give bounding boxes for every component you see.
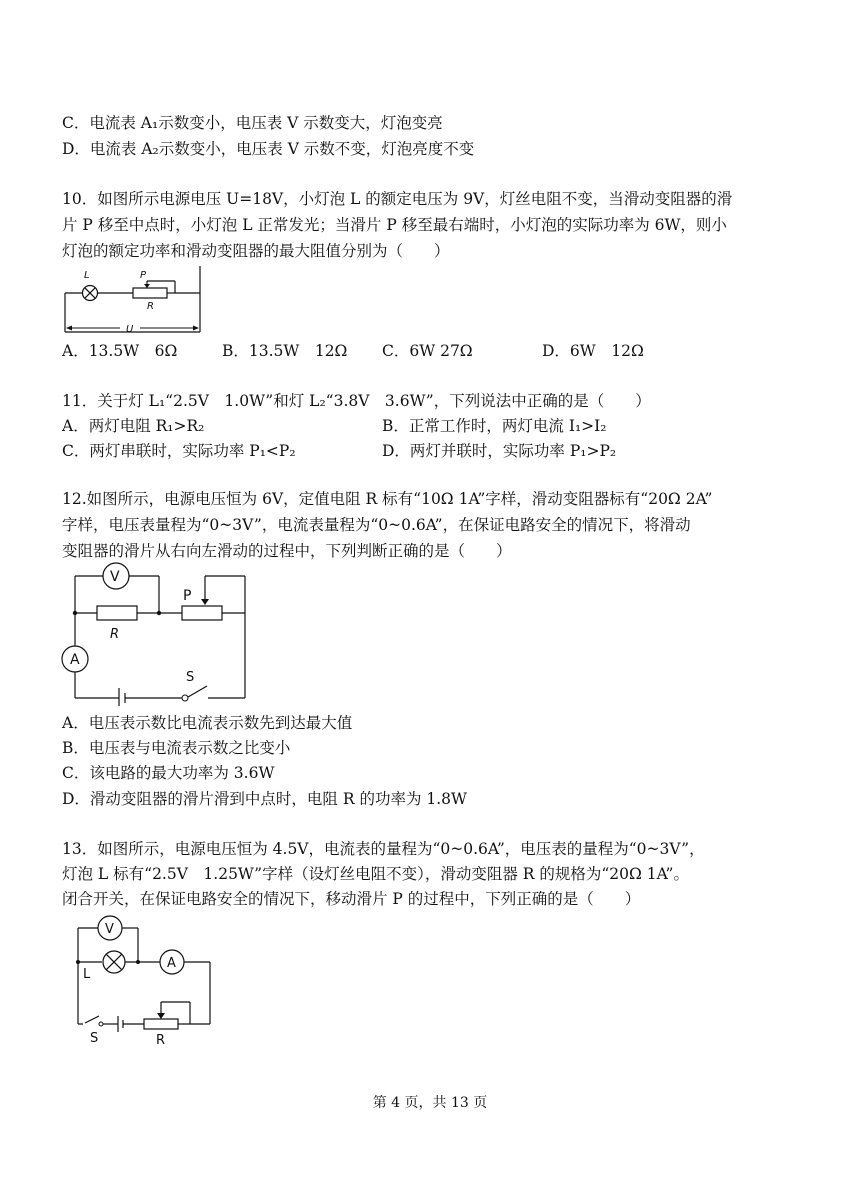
q11-option-b: B．正常工作时，两灯电流 I₁>I₂ — [382, 417, 607, 435]
q11-option-a: A．两灯电阻 R₁>R₂ — [62, 417, 205, 435]
q13-circuit-diagram — [68, 912, 220, 1046]
q10-voltage-label: U — [126, 324, 134, 335]
q12-circuit-diagram — [55, 562, 255, 706]
q10-stem-line1: 10．如图所示电源电压 U=18V，小灯泡 L 的额定电压为 9V，灯丝电阻不变，当滑动变阻器的滑 — [62, 190, 733, 208]
q13-stem-line1: 13．如图所示，电源电压恒为 4.5V，电流表的量程为“0~0.6A”，电压表的量程为“0~3V”， — [62, 840, 705, 858]
q12-resistor-label: R — [110, 627, 120, 642]
q12-switch-label: S — [186, 670, 195, 685]
q13-ammeter-symbol: A — [167, 956, 176, 971]
page-footer: 第 4 页，共 13 页 — [372, 1095, 488, 1111]
q9-option-c: C．电流表 A₁示数变小，电压表 V 示数变大，灯泡变亮 — [62, 114, 443, 132]
q10-stem-line3: 灯泡的额定功率和滑动变阻器的最大阻值分别为（ ） — [62, 242, 450, 260]
q10-resistor-label: R — [147, 301, 154, 312]
q12-option-c: C．该电路的最大功率为 3.6W — [62, 764, 275, 782]
q12-stem-line2: 字样，电压表量程为“0~3V”，电流表量程为“0~0.6A”，在保证电路安全的情况下，将滑动 — [62, 516, 691, 534]
q13-stem-line3: 闭合开关，在保证电路安全的情况下，移动滑片 P 的过程中，下列正确的是（ ） — [62, 890, 641, 908]
q13-lamp-label: L — [83, 967, 91, 982]
q10-option-c: C．6W 27Ω — [382, 342, 473, 360]
q11-option-d: D．两灯并联时，实际功率 P₁>P₂ — [382, 442, 617, 460]
q13-voltmeter-symbol: V — [105, 922, 114, 937]
q10-lamp-label: L — [84, 270, 90, 281]
q12-stem-line1: 12.如图所示，电源电压恒为 6V，定值电阻 R 标有“10Ω 1A”字样，滑动变阻器标有“20Ω 2A” — [62, 490, 713, 508]
q10-slider-label: P — [140, 270, 147, 281]
q10-circuit-diagram — [60, 266, 210, 341]
q13-stem-line2: 灯泡 L 标有“2.5V 1.25W”字样（设灯丝电阻不变），滑动变阻器 R 的规格为“20Ω 1A”。 — [62, 865, 689, 883]
q9-option-d: D．电流表 A₂示数变小，电压表 V 示数不变，灯泡亮度不变 — [62, 140, 475, 158]
q12-option-a: A．电压表示数比电流表示数先到达最大值 — [62, 714, 353, 732]
q13-resistor-label: R — [156, 1033, 166, 1046]
q10-option-d: D．6W 12Ω — [542, 342, 644, 360]
q12-option-b: B．电压表与电流表示数之比变小 — [62, 739, 291, 757]
q12-ammeter-symbol: A — [70, 652, 80, 668]
q13-switch-label: S — [90, 1031, 99, 1046]
q10-stem-line2: 片 P 移至中点时，小灯泡 L 正常发光；当滑片 P 移至最右端时，小灯泡的实际功率为 6W，则小 — [62, 216, 727, 234]
q11-stem: 11．关于灯 L₁“2.5V 1.0W”和灯 L₂“3.8V 3.6W”，下列说法中正确的是（ ） — [62, 392, 651, 410]
q11-option-c: C．两灯串联时，实际功率 P₁<P₂ — [62, 442, 296, 460]
q10-option-a: A．13.5W 6Ω — [62, 342, 178, 360]
q12-voltmeter-symbol: V — [110, 569, 120, 585]
q12-option-d: D．滑动变阻器的滑片滑到中点时，电阻 R 的功率为 1.8W — [62, 790, 467, 808]
q12-slider-label: P — [183, 588, 192, 604]
q10-option-b: B．13.5W 12Ω — [222, 342, 348, 360]
q12-stem-line3: 变阻器的滑片从右向左滑动的过程中，下列判断正确的是（ ） — [62, 542, 512, 560]
